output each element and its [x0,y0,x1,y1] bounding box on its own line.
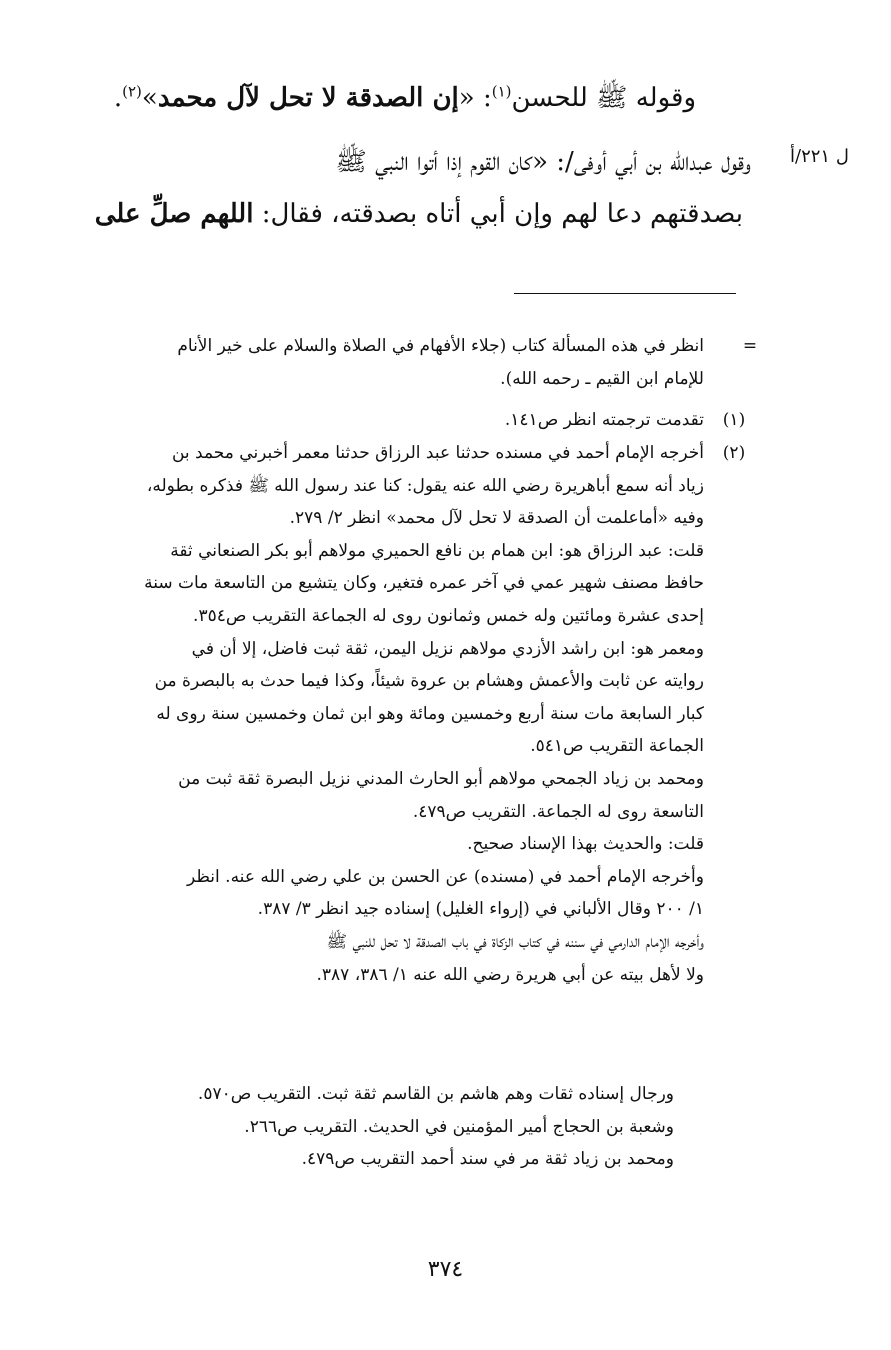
footnote-2 [64,437,704,991]
footnote-line: ورجال إسناده ثقات وهم هاشم بن القاسم ثقة ثبت. التقريب ص٥٧٠. [197,1084,674,1104]
main-line1-close: » [141,83,158,113]
main-line3-text: بصدقتهم دعا لهم وإن أبي أتاه بصدقته، فقال: [253,199,743,229]
footnote-line: حافظ مصنف شهير عمي في آخر عمره فتغير، وكان يتشيع من التاسعة مات سنة [144,573,704,594]
footnote-line: وأخرجه الإمام أحمد في (مسنده) عن الحسن بن علي رضي الله عنه. انظر [186,866,704,887]
page-number: ٣٧٤ [427,1257,464,1282]
footnote-line: ولا لأهل بيته عن أبي هريرة رضي الله عنه ١/ ٣٨٦، ٣٨٧. [316,964,704,985]
main-text-line-3 [94,192,743,236]
footnote-line: وفيه «أماعلمت أن الصدقة لا تحل لآل محمد» انظر ٢/ ٢٧٩. [289,508,704,529]
footnote-continuation [64,330,704,395]
footnote-line: أخرجه الإمام أحمد في مسنده حدثنا عبد الرزاق حدثنا معمر أخبرني محمد بن [171,443,704,463]
main-line1-colon: : « [458,83,492,113]
footnote-1 [64,404,704,437]
footnote-line: التاسعة روى له الجماعة. التقريب ص٤٧٩. [412,801,704,822]
footnote-ref-2: (٢) [122,82,142,101]
footnote-line: وشعبة بن الحجاج أمير المؤمنين في الحديث. التقريب ص٢٦٦. [244,1116,674,1137]
footnote-line: قلت: والحديث بهذا الإسناد صحيح. [467,834,704,855]
footnote-line: الجماعة التقريب ص٥٤١. [530,736,704,757]
main-line3-bold: اللهم صلِّ على [94,199,254,229]
footnote-line: ١/ ٢٠٠ وقال الألباني في (إرواء الغليل) إسناده جيد انظر ٣/ ٣٨٧. [257,899,704,920]
footnote-line: ومعمر هو: ابن راشد الأزدي مولاهم نزيل اليمن، ثقة ثبت فاضل، إلا أن في [191,638,704,659]
main-line1-end: . [113,83,123,113]
footnote-line: للإمام ابن القيم ـ رحمه الله). [500,368,704,389]
main-text-line-2 [131,140,751,184]
footnote-1-marker: (١) [722,410,746,430]
footnote-line: ومحمد بن زياد ثقة مر في سند أحمد التقريب ص٤٧٩. [301,1149,674,1170]
footnote-line: روايته عن ثابت والأعمش وهشام بن عروة شيئاً، وكذا فيما حدث به بالبصرة من [154,671,704,692]
main-line1-quote: إن الصدقة لا تحل لآل محمد [157,83,459,113]
footnote-line: ومحمد بن زياد الجمحي مولاهم أبو الحارث المدني نزيل البصرة ثقة ثبت من [178,768,704,789]
footnote-ref-1: (١) [491,82,512,101]
footnote-line: كبار السابعة مات سنة أربع وخمسين ومائة وهو ابن ثمان وخمسين سنة روى له [156,703,704,724]
footnote-line: إحدى عشرة ومائتين وله خمس وثمانون روى له الجماعة التقريب ص٣٥٤. [193,605,704,626]
footnote-2-narrators [64,1078,674,1176]
margin-manuscript-ref: ل ٢٢١/أ [790,146,849,167]
main-line1-prefix: وقوله ﷺ للحسن [511,83,696,113]
footnote-line: انظر في هذه المسألة كتاب (جلاء الأفهام في الصلاة والسلام على خير الأنام [177,336,704,356]
footnote-line: زياد أنه سمع أباهريرة رضي الله عنه يقول: كنا عند رسول الله ﷺ فذكره بطوله، [146,475,704,496]
main-line2-text: وقول عبدالله بن أبي أوفى/: «كان القوم إذا أتوا النبي ﷺ [335,147,751,177]
footnote-continuation-marker: = [742,336,758,356]
footnote-line: قلت: عبد الرزاق هو: ابن همام بن نافع الحميري مولاهم أبو بكر الصنعاني ثقة [170,540,704,561]
footnote-2-marker: (٢) [722,443,746,463]
footnote-line: تقدمت ترجمته انظر ص١٤١. [504,410,704,430]
main-text-line-1 [113,76,696,120]
footnote-separator [514,293,736,294]
footnote-line: وأخرجه الإمام الدارمي في سننه في كتاب الزكاة في باب الصدقة لا تحل للنبي ﷺ [326,931,704,952]
